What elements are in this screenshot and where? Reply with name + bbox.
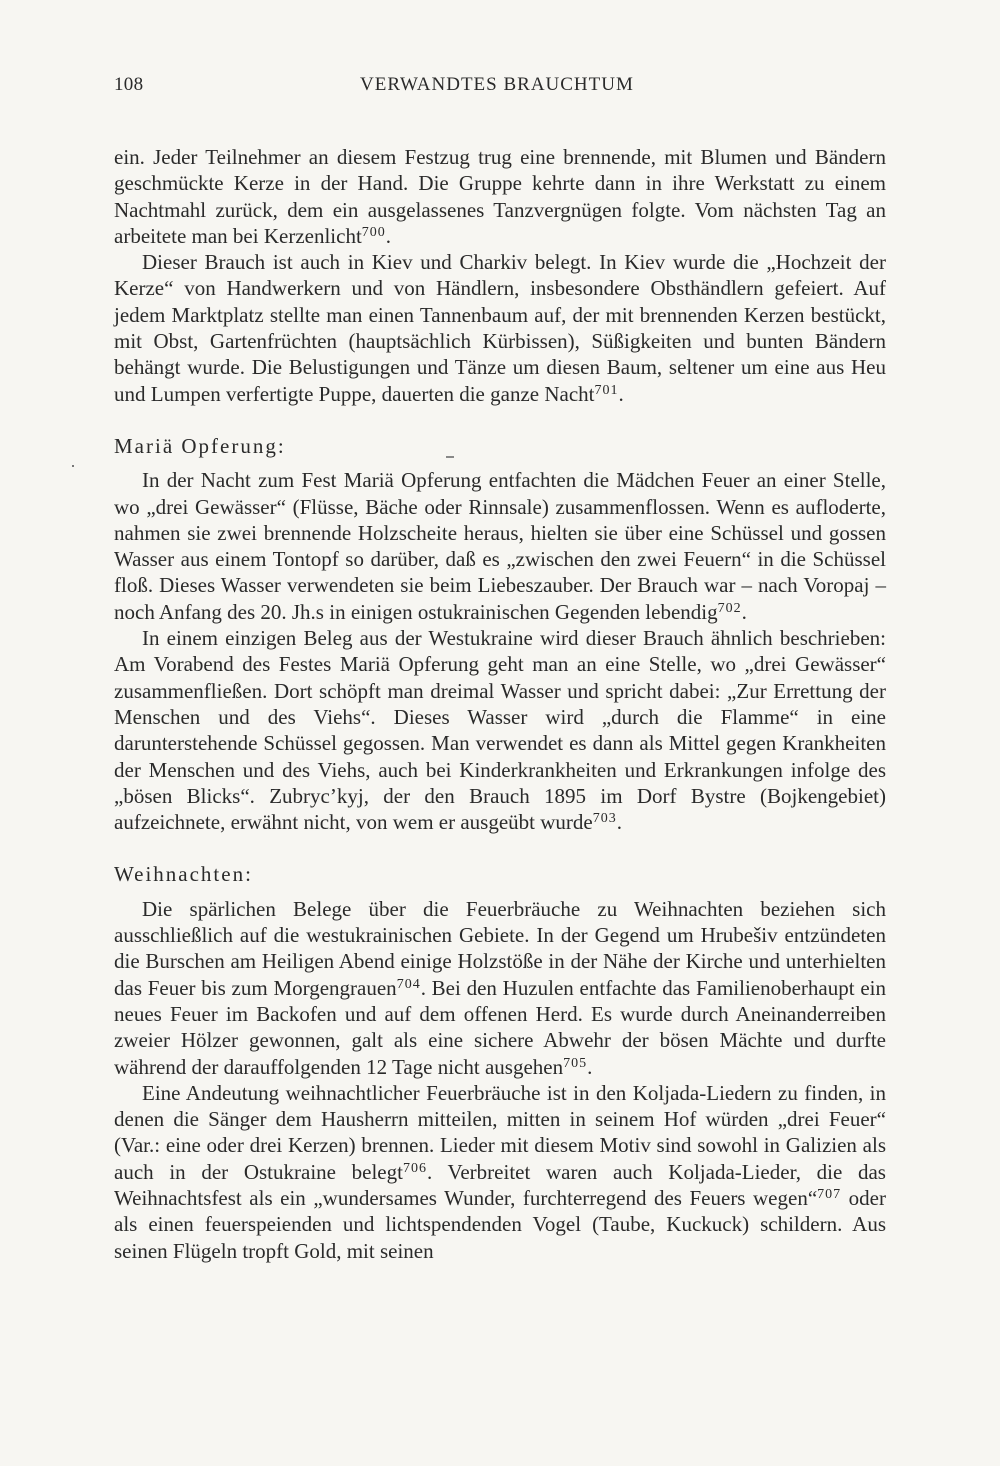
section-heading: Weihnachten: xyxy=(114,862,253,887)
paragraph-end: . xyxy=(587,1054,593,1079)
running-header xyxy=(114,74,884,104)
paragraph-end: . xyxy=(616,810,622,835)
footnote-ref: 707 xyxy=(817,1186,842,1202)
paragraph-text: . Bei den Huzulen entfachte das Familienoberhaupt ein neues Feuer im Backofen und auf dem offenen Herd. Es wurde durch Aneinanderreiben zweier Hölzer gewonnen, galt als eine sichere Abwehr der bösen Mächte und durfte während der darauffolgenden 12 Tage nicht ausgehen xyxy=(114,975,886,1079)
footnote-ref: 706 xyxy=(402,1160,427,1176)
paragraph-text: Dieser Brauch ist auch in Kiev und Charkiv belegt. In Kiev wurde die „Hochzeit der Kerze“ von Handwerkern und von Händlern, insbesondere Obsthändlern gefeiert. Auf jedem Marktplatz stellte man einen Tannenbaum auf, der mit brennenden Kerzen bestückt, mit Obst, Gartenfrüchten (hauptsächlich Kürbissen), Süßigkeiten und bunten Bändern behängt wurde. Die Belustigungen und Tänze um diesen Baum, seltener um eine aus Heu und Lumpen verfertigte Puppe, dauerten die ganze Nacht xyxy=(114,250,886,406)
footnote-ref: 700 xyxy=(361,224,386,240)
footnote-ref: 703 xyxy=(592,811,617,827)
print-speck xyxy=(446,456,454,458)
footnote-ref: 702 xyxy=(717,600,742,616)
paragraph xyxy=(114,1080,886,1264)
paragraph-text: Die spärlichen Belege über die Feuerbräuche zu Weihnachten beziehen sich ausschließlich auf die westukrainischen Gebiete. In der Gegend um Hrubešiv entzündeten die Burschen am Heiligen Abend einige Holzstöße in der Nähe der Kirche und unterhielten das Feuer bis zum Morgengrauen xyxy=(114,896,886,1000)
paragraph-text: . Verbreitet waren auch Koljada-Lieder, die das Weihnachtsfest als ein „wundersames Wunder, furchterregend des Feuers wegen“ xyxy=(114,1159,886,1210)
paragraph-text: In der Nacht zum Fest Mariä Opferung entfachten die Mädchen Feuer an einer Stelle, wo „drei Gewässer“ (Flüsse, Bäche oder Rinnsale) zusammenflossen. Wenn es aufloderte, nahmen sie zwei brennende Holzscheite heraus, hielten sie über eine Schüssel und gossen Wasser aus einem Tontopf so darüber, daß es „zwischen den zwei Feuern“ in die Schüssel floß. Dieses Wasser verwendeten sie beim Liebeszauber. Der Brauch war – nach Voropaj – noch Anfang des 20. Jh.s in einigen ostukrainischen Gegenden lebendig xyxy=(114,468,886,624)
paragraph-end: . xyxy=(618,381,624,406)
footnote-ref: 705 xyxy=(563,1055,588,1071)
running-title: VERWANDTES BRAUCHTUM xyxy=(360,74,634,95)
paragraph xyxy=(114,896,886,1080)
paragraph-text: In einem einzigen Beleg aus der Westukraine wird dieser Brauch ähnlich beschrieben: Am Vorabend des Festes Mariä Opferung geht man an eine Stelle, wo „drei Gewässer“ zusammenfließen. Dort schöpft man dreimal Wasser und spricht dabei: „Zur Errettung der Menschen und des Viehs“. Dieses Wasser wird „durch die Flamme“ in eine darunterstehende Schüssel gegossen. Man verwendet es dann als Mittel gegen Krankheiten der Menschen und des Viehs, auch bei Kinderkrankheiten und Erkrankungen infolge des „bösen Blicks“. Zubryc’kyj, der den Brauch 1895 im Dorf Bystre (Bojkengebiet) aufzeichnete, erwähnt nicht, von wem er ausgeübt wurde xyxy=(114,626,886,835)
body-text xyxy=(114,144,886,1264)
paragraph-text: ein. Jeder Teilnehmer an diesem Festzug trug eine brennende, mit Blumen und Bändern geschmückte Kerze in der Hand. Die Gruppe kehrte dann in ihre Werkstatt zu einem Nachtmahl zurück, dem ein ausgelassenes Tanzvergnügen folgte. Vom nächsten Tag an arbeitete man bei Kerzenlicht xyxy=(114,145,886,248)
margin-dot xyxy=(72,465,74,467)
paragraph xyxy=(114,249,886,407)
paragraph xyxy=(114,144,886,249)
paragraph-text: oder als einen feuerspeienden und lichtspendenden Vogel (Taube, Kuckuck) schildern. Aus seinen Flügeln tropft Gold, mit seinen xyxy=(114,1185,886,1263)
paragraph-end: . xyxy=(385,223,392,248)
footnote-ref: 701 xyxy=(594,382,619,398)
paragraph-text: Eine Andeutung weihnachtlicher Feuerbräuche ist in den Koljada-Liedern zu finden, in denen die Sänger dem Hausherrn mitteilen, mitten in seinem Hof würden „drei Feuer“ (Var.: eine oder drei Kerzen) brennen. Lieder mit diesem Motiv sind sowohl in Galizien als auch in der Ostukraine belegt xyxy=(114,1080,886,1184)
footnote-ref: 704 xyxy=(396,976,421,992)
paragraph xyxy=(114,467,886,625)
section-heading: Mariä Opferung: xyxy=(114,433,286,458)
paragraph xyxy=(114,625,886,835)
page-number: 108 xyxy=(114,74,144,95)
paragraph-end: . xyxy=(741,599,747,624)
